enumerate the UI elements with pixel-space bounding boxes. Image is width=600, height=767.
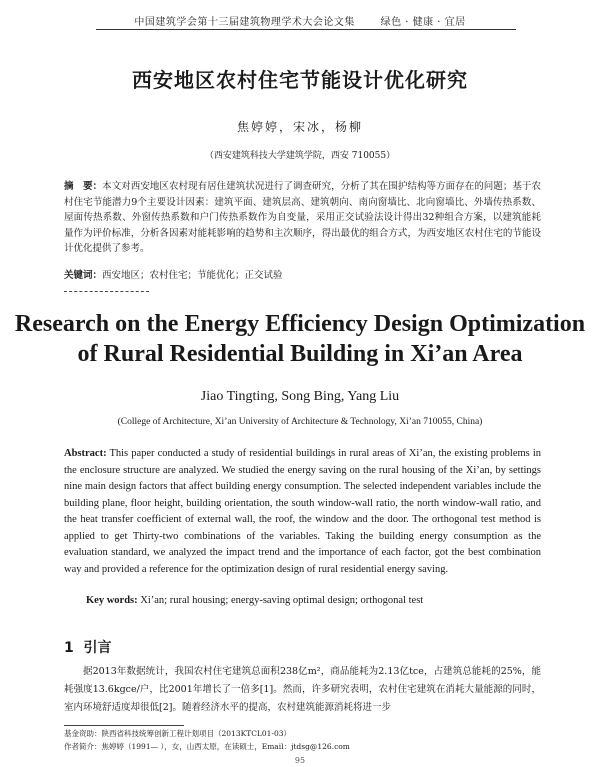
chinese-keywords-text: 西安地区；农村住宅；节能优化；正交试验 — [102, 270, 283, 281]
english-authors: Jiao Tingting, Song Bing, Yang Liu — [200, 389, 400, 404]
running-header — [0, 13, 600, 28]
header-rule — [96, 29, 516, 30]
chinese-abstract-text: 本文对西安地区农村现有居住建筑状况进行了调查研究，分析了其在围护结构等方面存在的问题；基于农村住宅节能潜力9个主要设计因素：建筑平面、建筑层高、建筑朝向、南向窗墙比、北向窗墙比、外墙传热系数、屋面传热系数、外窗传热系数和户门传热系数作为自变量，采用正交试验法设计得出32种组合方案，以建筑能耗量作为评价标准，分析各因素对能耗影响的趋势和主次顺序，得出最优的组合方式，为西安地区农村住宅的节能设计优化提供了参考。 — [64, 181, 541, 255]
chinese-authors: 焦婷婷，宋冰，杨柳 — [236, 120, 363, 134]
english-abstract-label: Abstract: — [64, 448, 107, 459]
chinese-keywords — [64, 267, 541, 281]
english-keywords-text: Xi’an; rural housing; energy-saving optimal design; orthogonal test — [140, 595, 424, 606]
section-title: 引言 — [83, 640, 112, 656]
english-keywords — [86, 595, 541, 606]
chinese-abstract — [64, 179, 541, 257]
page-number: 95 — [294, 756, 306, 765]
separator — [64, 291, 149, 292]
english-affiliation: (College of Architecture, Xi’an University of Architecture & Technology, Xi’an 710055, China) — [117, 417, 483, 427]
chinese-affiliation: （西安建筑科技大学建筑学院，西安 710055） — [204, 151, 396, 161]
section-heading — [64, 637, 112, 657]
english-keywords-label: Key words: — [86, 595, 138, 606]
section-number: 1 — [64, 640, 74, 656]
chinese-abstract-label: 摘 要： — [64, 181, 103, 192]
english-title — [0, 309, 600, 369]
footnote-fund: 基金资助：陕西省科技统筹创新工程计划项目（2013KTCL01-03） — [64, 729, 292, 738]
english-title-line-1: Research on the Energy Efficiency Design Optimization — [14, 311, 586, 337]
chinese-title: 西安地区农村住宅节能设计优化研究 — [132, 68, 468, 92]
english-title-line-2: of Rural Residential Building in Xi’an Area — [77, 341, 523, 367]
body-paragraph: 据2013年数据统计，我国农村住宅建筑总面积238亿m²，商品能耗为2.13亿tce，占建筑总能耗的25%，能耗强度13.6kgce/户，比2001年增长了一倍多[1]。然而，许多研究表明，农村住宅建筑在消耗大量能源的同时，室内环境舒适度却很低[2]。随着经济水平的提高，农村建筑能源消耗将进一步 — [64, 666, 541, 713]
english-abstract-text: This paper conducted a study of residential buildings in rural areas of Xi’an, the existing problems in the enclosure structure are analyzed. We studied the energy saving on the rural housing of the Xi’an, by settings nine main design factors that affect building energy consumption. The selected independent variables include the building plane, floor height, building orientation, the south window-wall ratio, the north window-wall ratio, and the heat transfer coefficient of external wall, the roof, the window and the door. The orthogonal test method is applied to get Thirty-two combinations of the variables. Taking the building energy consumption as the evaluation standard, we analyzed the impact trend and the importance of each factor, got the best combination way and provided a reference for the optimization design of rural residential energy saving. — [64, 448, 541, 575]
running-title: 中国建筑学会第十三届建筑物理学术大会论文集 — [134, 17, 355, 28]
english-abstract — [64, 446, 541, 578]
footnote-rule — [64, 725, 184, 726]
chinese-keywords-label: 关键词： — [64, 270, 103, 281]
footnote-author: 作者简介：焦婷婷（1991— ），女，山西太原，在读硕士，Email：jtdsg@126.com — [64, 742, 350, 751]
running-section: 绿色 · 健康 · 宜居 — [380, 17, 466, 28]
